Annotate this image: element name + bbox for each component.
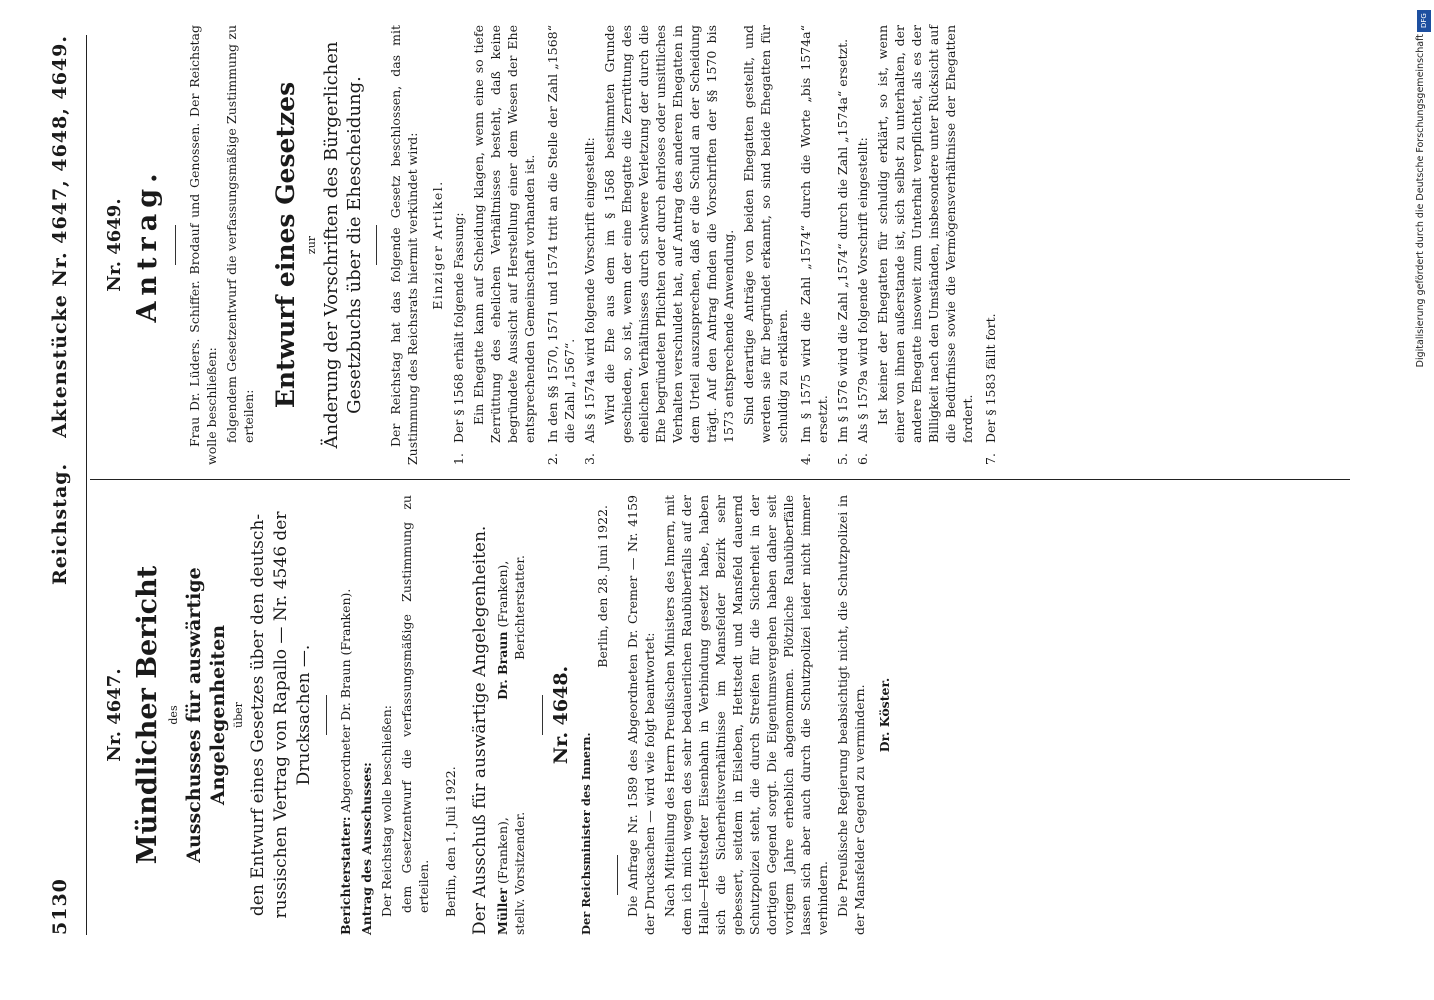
item-body (581, 25, 794, 443)
item-body (982, 25, 999, 443)
sig-left-name: Müller (495, 888, 510, 935)
signature-left (494, 812, 528, 935)
divider (376, 225, 377, 265)
item-text: Der § 1583 fällt fort. (983, 313, 998, 443)
header-rule (86, 35, 87, 935)
divider (326, 695, 327, 735)
sig-left-role: stellv. Vorsitzender. (512, 811, 527, 935)
nr4648-number: Nr. 4648. (550, 665, 572, 765)
antrag-label: Antrag des Ausschusses: (359, 762, 374, 935)
nr4648-paragraph-3: Die Preußische Regierung beabsichtigt nicht, die Schutzpolizei in der Mansfelder Gegend zu vermindern. (835, 495, 867, 935)
signature-right (494, 495, 528, 700)
nr4647-number: Nr. 4647. (104, 668, 125, 762)
item-number: 1. (451, 453, 466, 465)
signatures (494, 495, 528, 935)
article-item (581, 25, 794, 465)
rapporteur-name: Abgeordneter Dr. Braun (Franken). (338, 588, 353, 813)
dfg-credit (1415, 10, 1434, 390)
item-subparagraph: Ein Ehegatte kann auf Scheidung klagen, wenn eine so tiefe Zerrüttung des ehelichen Verhältnisses besteht, daß keine begründete Aussicht auf Herstellung einer dem Wesen der Ehe entsprechenden Gemeinschaft vorhanden ist. (471, 25, 537, 443)
article-item (834, 25, 851, 465)
antrag-intro: Der Reichstag wolle beschließen: (379, 705, 394, 917)
nr4647-date: Berlin, den 1. Juli 1922. (443, 766, 458, 917)
nr4649-number: Nr. 4649. (104, 198, 125, 292)
nr4647-des: des (167, 705, 180, 725)
committee-signature: Der Ausschuß für auswärtige Angelegenheiten. (470, 525, 490, 935)
item-number: 7. (983, 453, 998, 465)
nr4647-committee: Ausschusses für auswärtige Angelegenheiten (183, 567, 229, 863)
item-body (797, 25, 831, 443)
item-body (854, 25, 979, 443)
page-header (50, 35, 80, 935)
article-item (450, 25, 541, 465)
header-title: Aktenstücke Nr. 4647, 4648, 4649. (49, 35, 71, 438)
credit-text: Digitalisierung gefördert durch die Deutsche Forschungsgemeinschaft (1415, 34, 1426, 368)
item-number: 2. (545, 453, 560, 465)
rapporteur-label: Berichterstatter: (338, 816, 353, 935)
item-subparagraph: Ist keiner der Ehegatten für schuldig erklärt, so ist, wenn einer von ihnen außerstande ist, sich selbst zu unterhalten, der andere Ehegatte insoweit zum Unterhalt verpflichtet, als es der Billigkeit nach den Umständen, insbesondere unter Rücksicht auf die Bedürfnisse sowie die Vermögensverhältnisse der Ehegatten fordert. (875, 25, 975, 443)
document-page (49, 25, 1350, 935)
item-number: 5. (835, 453, 850, 465)
divider (617, 855, 618, 895)
item-subparagraph: Sind derartige Anträge von beiden Ehegatten gestellt, und werden sie für begründet erkannt, so sind beide Ehegatten für schuldig zu erklären. (741, 25, 790, 443)
item-number: 4. (798, 453, 813, 465)
sig-right-role: Berichterstatter. (512, 555, 527, 660)
article-items (450, 25, 999, 465)
antrag-text: dem Gesetzentwurf die verfassungsmäßige Zustimmung zu erteilen. (399, 495, 431, 913)
item-text: Als § 1579a wird folgende Vorschrift eingestellt: (855, 137, 870, 443)
article-item (797, 25, 831, 465)
draft-subject: Änderung der Vorschriften des Bürgerlichen Gesetzbuchs über die Ehescheidung. (321, 41, 365, 449)
sig-right-rest: (Franken), (495, 560, 510, 628)
item-text: Im § 1576 wird die Zahl „1574“ durch die Zahl „1574a“ ersetzt. (835, 38, 850, 443)
nr4649-title: Antrag. (132, 167, 163, 323)
draft-zur: zur (305, 235, 318, 255)
item-body (544, 25, 578, 443)
nr4648-paragraph-2: Nach Mitteilung des Herrn Preußischen Ministers des Innern, mit dem ich mich wegen des sehr bedauerlichen Raubüberfalls auf der Halle—Hettstedter Eisenbahn in Verbindung gesetzt habe, haben sich die Sicherheitsverhältnisse im Mansfelder Bezirk sehr gebessert, seitdem in Eisleben, Hettstedt und Mansfeld dauernd Schutzpolizei steht, die durch Streifen für die Sicherheit in der dortigen Gegend sorgt. Die Eigentumsvergehen haben daher seit vorigem Jahre erheblich abgenommen. Plötzliche Raubüberfälle lassen sich aber auch durch die Schutzpolizei leider nicht immer verhindern. (662, 495, 830, 935)
nr4647-ueber: über (232, 702, 245, 728)
nr4647-rapporteur-line (337, 495, 354, 935)
nr4648-sender: Der Reichsminister des Innern. (579, 732, 593, 935)
nr4647-title: Mündlicher Bericht (132, 565, 163, 865)
nr4648-header (578, 495, 611, 935)
header-left: Reichstag. (49, 462, 71, 585)
item-body (834, 25, 851, 443)
left-column (100, 495, 893, 935)
dfg-logo-icon: DFG (1417, 10, 1431, 32)
article-item (544, 25, 578, 465)
article-item (854, 25, 979, 465)
item-text: In den §§ 1570, 1571 und 1574 tritt an die Stelle der Zahl „1568“ die Zahl „1567“. (545, 25, 577, 443)
nr4648-signature: Dr. Köster. (877, 677, 892, 753)
article-item (982, 25, 999, 465)
item-text: Im § 1575 wird die Zahl „1574“ durch die Worte „bis 1574a“ ersetzt. (798, 25, 830, 443)
item-body (450, 25, 541, 443)
nr4648-paragraph-1: Die Anfrage Nr. 1589 des Abgeordneten Dr. Cremer — Nr. 4159 der Drucksachen — wird wie folgt beantwortet: (625, 495, 657, 935)
nr4647-subject: den Entwurf eines Gesetzes über den deutsch-russischen Vertrag von Rapallo — Nr. 4546 der Drucksachen —. (248, 511, 314, 919)
nr4648-date: Berlin, den 28. Juni 1922. (595, 505, 610, 668)
item-number: 3. (582, 453, 597, 465)
divider (175, 225, 176, 265)
item-text: Als § 1574a wird folgende Vorschrift eingestellt: (582, 137, 597, 443)
nr4649-intro: Frau Dr. Lüders. Schiffer. Brodauf und Genossen. Der Reichstag wolle beschließen: (187, 25, 219, 465)
sig-right-name: Dr. Braun (495, 631, 510, 700)
divider (542, 695, 543, 735)
draft-title: Entwurf eines Gesetzes (271, 81, 300, 409)
article-heading: Einziger Artikel. (430, 180, 445, 310)
nr4649-intro2: folgendem Gesetzentwurf die verfassungsmäßige Zustimmung zu erteilen: (224, 25, 256, 443)
item-number: 6. (855, 453, 870, 465)
column-rule (90, 479, 1350, 480)
page-number: 5130 (49, 878, 71, 935)
right-column (100, 25, 1002, 465)
sig-left-rest: (Franken), (495, 817, 510, 885)
item-subparagraph: Wird die Ehe aus dem im § 1568 bestimmten Grunde geschieden, so ist, wenn der eine Ehegatte die Zerrüttung des ehelichen Verhältnisses durch schwere Verletzung der durch die Ehe begründeten Pflichten oder durch ehrloses oder unsittliches Verhalten verschuldet hat, auf Antrag des anderen Ehegatten in dem Urteil auszusprechen, daß er die Schuld an der Scheidung trägt. Auf den Antrag finden die Vorschriften der §§ 1570 bis 1573 entsprechende Anwendung. (602, 25, 736, 443)
enactment-clause: Der Reichstag hat das folgende Gesetz beschlossen, das mit Zustimmung des Reichsrats hiermit verkündet wird: (388, 25, 420, 465)
item-text: Der § 1568 erhält folgende Fassung: (451, 212, 466, 443)
